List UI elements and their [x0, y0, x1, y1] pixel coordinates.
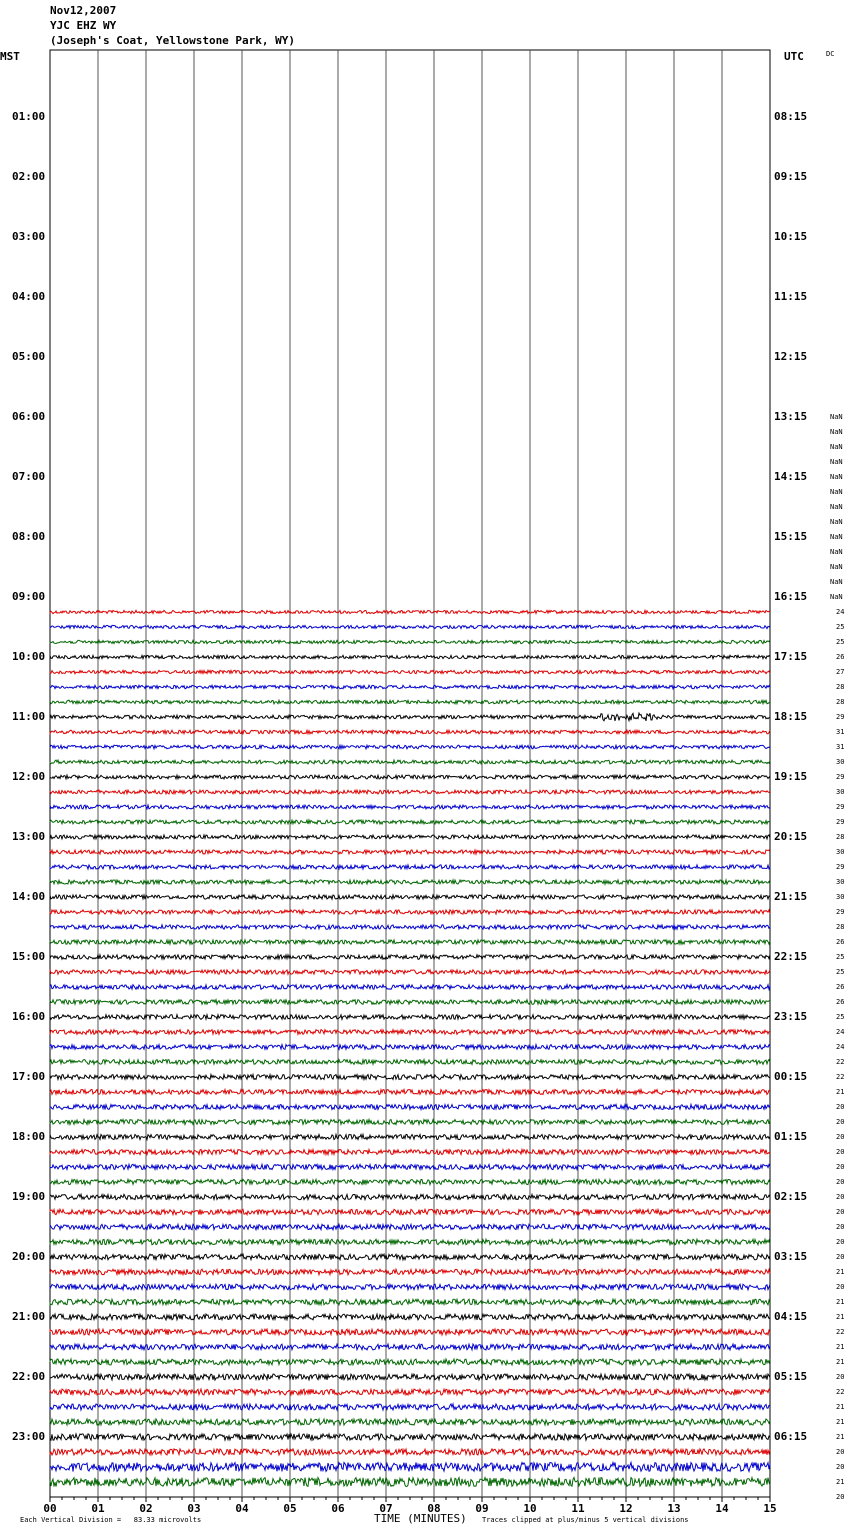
right-hour-label: 01:15 [774, 1130, 808, 1143]
x-tick-label: 07 [379, 1502, 393, 1515]
row-value-label: 21 [836, 1418, 845, 1426]
x-tick-label: 12 [619, 1502, 633, 1515]
footer-clip-note: Traces clipped at plus/minus 5 vertical divisions [482, 1516, 689, 1524]
seismic-traces [50, 610, 770, 1486]
seismic-trace [50, 880, 770, 884]
nan-row-marker: NaN [830, 428, 843, 436]
row-value-label: 28 [836, 923, 845, 931]
right-hour-label: 02:15 [774, 1190, 808, 1203]
left-hour-label: 16:00 [12, 1010, 46, 1023]
seismic-trace [50, 1135, 770, 1140]
right-hour-label: 09:15 [774, 170, 808, 183]
seismic-trace [50, 1075, 770, 1080]
right-hour-label: 16:15 [774, 590, 808, 603]
row-value-label: 20 [836, 1133, 845, 1141]
seismic-trace [50, 1254, 770, 1260]
left-hour-label: 14:00 [12, 890, 46, 903]
row-value-label: 20 [836, 1373, 845, 1381]
row-value-label: 20 [836, 1493, 845, 1501]
nan-row-marker: NaN [830, 548, 843, 556]
right-hour-label: 10:15 [774, 230, 808, 243]
right-hour-label: 17:15 [774, 650, 808, 663]
row-value-label: 24 [836, 1043, 845, 1051]
seismic-trace [50, 700, 770, 704]
plot-frame [50, 50, 770, 1497]
row-value-label: 21 [836, 1268, 845, 1276]
row-value-label: 20 [836, 1178, 845, 1186]
seismic-trace [50, 1314, 770, 1320]
seismic-trace [50, 1329, 770, 1335]
nan-row-marker: NaN [830, 458, 843, 466]
row-value-label: 20 [836, 1208, 845, 1216]
left-hour-label: 02:00 [12, 170, 46, 183]
seismic-trace [50, 1179, 770, 1184]
row-value-label: 30 [836, 878, 845, 886]
x-tick-label: 13 [667, 1502, 681, 1515]
left-hour-label: 21:00 [12, 1310, 46, 1323]
row-value-label: 31 [836, 728, 845, 736]
seismic-trace [50, 940, 770, 944]
right-hour-label: 12:15 [774, 350, 808, 363]
row-value-label: 28 [836, 683, 845, 691]
left-hour-label: 12:00 [12, 770, 46, 783]
right-hour-label: 18:15 [774, 710, 808, 723]
right-hour-label: 13:15 [774, 410, 808, 423]
left-hour-label: 03:00 [12, 230, 46, 243]
seismic-trace [50, 1419, 770, 1425]
x-tick-label: 15 [763, 1502, 777, 1515]
seismic-trace [50, 1194, 770, 1199]
seismic-trace [50, 640, 770, 643]
right-hour-label: 20:15 [774, 830, 808, 843]
seismic-trace [50, 1045, 770, 1050]
seismic-trace [50, 895, 770, 899]
nan-row-marker: NaN [830, 503, 843, 511]
right-hour-label: 15:15 [774, 530, 808, 543]
seismic-trace [50, 670, 770, 673]
footer-scale-note: Each Vertical Division = 83.33 microvolts [20, 1516, 202, 1524]
row-value-label: 20 [836, 1163, 845, 1171]
row-value-label: 21 [836, 1403, 845, 1411]
row-value-label: 29 [836, 803, 845, 811]
x-tick-label: 04 [235, 1502, 249, 1515]
row-value-label: 30 [836, 758, 845, 766]
right-hour-label: 23:15 [774, 1010, 808, 1023]
row-value-label: 21 [836, 1478, 845, 1486]
right-hour-label: 03:15 [774, 1250, 808, 1263]
row-value-label: 21 [836, 1298, 845, 1306]
seismic-trace [50, 1239, 770, 1244]
row-value-label: 28 [836, 833, 845, 841]
x-tick-label: 10 [523, 1502, 537, 1515]
seismic-trace [50, 1030, 770, 1035]
x-tick-label: 00 [43, 1502, 57, 1515]
left-hour-label: 11:00 [12, 710, 46, 723]
row-value-label: 20 [836, 1223, 845, 1231]
row-value-label: 22 [836, 1388, 845, 1396]
x-tick-label: 06 [331, 1502, 345, 1515]
seismic-trace [50, 775, 770, 779]
seismic-trace [50, 1344, 770, 1350]
nan-row-marker: NaN [830, 578, 843, 586]
seismic-trace [50, 1000, 770, 1005]
row-value-label: 29 [836, 773, 845, 781]
seismic-trace [50, 1224, 770, 1229]
row-value-label: 26 [836, 653, 845, 661]
row-value-label: 22 [836, 1073, 845, 1081]
row-value-label: 21 [836, 1433, 845, 1441]
row-value-label: 20 [836, 1463, 845, 1471]
row-value-label: 29 [836, 908, 845, 916]
seismic-trace [50, 655, 770, 658]
row-value-label: 22 [836, 1328, 845, 1336]
left-hour-label: 08:00 [12, 530, 46, 543]
right-hour-label: 21:15 [774, 890, 808, 903]
x-tick-label: 14 [715, 1502, 729, 1515]
row-value-label: 26 [836, 998, 845, 1006]
seismic-trace [50, 850, 770, 854]
left-hour-label: 04:00 [12, 290, 46, 303]
row-value-label: 24 [836, 608, 845, 616]
seismic-trace [50, 1164, 770, 1169]
row-value-label: 24 [836, 1028, 845, 1036]
x-tick-label: 05 [283, 1502, 297, 1515]
left-hour-label: 06:00 [12, 410, 46, 423]
right-hour-label: 19:15 [774, 770, 808, 783]
left-hour-label: 20:00 [12, 1250, 46, 1263]
seismic-trace [50, 835, 770, 839]
nan-row-marker: NaN [830, 533, 843, 541]
station-location: (Joseph's Coat, Yellowstone Park, WY) [50, 34, 296, 47]
left-hour-label: 23:00 [12, 1430, 46, 1443]
row-value-label: 30 [836, 788, 845, 796]
x-tick-label: 08 [427, 1502, 441, 1515]
row-value-label: 29 [836, 713, 845, 721]
row-value-label: 20 [836, 1103, 845, 1111]
seismic-trace [50, 1105, 770, 1110]
seismic-trace [50, 1269, 770, 1275]
right-hour-label: 05:15 [774, 1370, 808, 1383]
seismic-trace [50, 910, 770, 914]
seismic-trace [50, 1404, 770, 1410]
seismic-trace [50, 713, 770, 721]
left-hour-label: 05:00 [12, 350, 46, 363]
plot-date: Nov12,2007 [50, 4, 117, 17]
left-hour-label: 01:00 [12, 110, 46, 123]
row-value-label: 29 [836, 863, 845, 871]
seismic-trace [50, 1209, 770, 1214]
nan-row-marker: NaN [830, 443, 843, 451]
row-value-label: 21 [836, 1358, 845, 1366]
seismic-trace [50, 970, 770, 975]
seismic-trace [50, 1478, 770, 1487]
row-value-label: 26 [836, 938, 845, 946]
seismic-trace [50, 760, 770, 764]
seismic-trace [50, 805, 770, 809]
seismic-trace [50, 610, 770, 613]
row-value-label: 20 [836, 1193, 845, 1201]
nan-row-marker: NaN [830, 413, 843, 421]
right-hour-label: 08:15 [774, 110, 808, 123]
row-value-label: 20 [836, 1253, 845, 1261]
right-hour-label: 11:15 [774, 290, 808, 303]
nan-row-marker: NaN [830, 488, 843, 496]
left-hour-label: 17:00 [12, 1070, 46, 1083]
row-value-label: 20 [836, 1118, 845, 1126]
seismic-trace [50, 745, 770, 749]
left-hour-label: 19:00 [12, 1190, 46, 1203]
nan-row-marker: NaN [830, 473, 843, 481]
x-tick-label: 01 [91, 1502, 105, 1515]
row-value-label: 21 [836, 1343, 845, 1351]
row-value-label: 29 [836, 818, 845, 826]
left-hour-label: 13:00 [12, 830, 46, 843]
x-axis-title: TIME (MINUTES) [374, 1512, 467, 1525]
row-value-label: 21 [836, 1313, 845, 1321]
seismic-trace [50, 1299, 770, 1305]
row-value-label: 31 [836, 743, 845, 751]
seismic-trace [50, 820, 770, 824]
right-hour-label: 06:15 [774, 1430, 808, 1443]
right-hour-label: 00:15 [774, 1070, 808, 1083]
row-value-label: 20 [836, 1283, 845, 1291]
x-tick-label: 09 [475, 1502, 489, 1515]
dc-label: DC [826, 50, 835, 58]
seismic-trace [50, 985, 770, 990]
seismic-trace [50, 1120, 770, 1125]
left-hour-label: 10:00 [12, 650, 46, 663]
seismic-trace [50, 730, 770, 734]
minute-grid [50, 50, 770, 1497]
seismic-trace [50, 1434, 770, 1440]
right-hour-label: 04:15 [774, 1310, 808, 1323]
seismic-trace [50, 1149, 770, 1154]
seismic-trace [50, 1015, 770, 1020]
seismic-trace [50, 1463, 770, 1472]
nan-row-marker: NaN [830, 518, 843, 526]
row-value-label: 20 [836, 1148, 845, 1156]
seismic-trace [50, 1060, 770, 1065]
seismic-trace [50, 625, 770, 628]
seismic-trace [50, 1389, 770, 1395]
row-value-label: 21 [836, 1088, 845, 1096]
station-code: YJC EHZ WY [50, 19, 117, 32]
seismic-trace [50, 1359, 770, 1365]
row-value-label: 22 [836, 1058, 845, 1066]
seismic-trace [50, 925, 770, 929]
seismic-trace [50, 685, 770, 688]
left-hour-label: 15:00 [12, 950, 46, 963]
row-value-label: 25 [836, 638, 845, 646]
seismic-trace [50, 1374, 770, 1380]
left-hour-label: 22:00 [12, 1370, 46, 1383]
row-value-label: 30 [836, 893, 845, 901]
left-hour-label: 07:00 [12, 470, 46, 483]
row-value-label: 30 [836, 848, 845, 856]
right-hour-label: 22:15 [774, 950, 808, 963]
row-value-label: 25 [836, 623, 845, 631]
x-tick-label: 02 [139, 1502, 153, 1515]
row-value-label: 25 [836, 968, 845, 976]
seismic-trace [50, 1449, 770, 1455]
row-value-label: 20 [836, 1448, 845, 1456]
x-tick-label: 03 [187, 1502, 201, 1515]
seismic-trace [50, 790, 770, 794]
row-value-label: 28 [836, 698, 845, 706]
left-hour-label: 18:00 [12, 1130, 46, 1143]
row-value-label: 27 [836, 668, 845, 676]
seismic-trace [50, 1284, 770, 1290]
seismic-trace [50, 865, 770, 869]
seismic-trace [50, 955, 770, 959]
right-timezone-label: UTC [784, 50, 804, 63]
row-value-label: 25 [836, 953, 845, 961]
nan-row-marker: NaN [830, 593, 843, 601]
row-value-label: 20 [836, 1238, 845, 1246]
left-timezone-label: MST [0, 50, 20, 63]
left-hour-label: 09:00 [12, 590, 46, 603]
nan-row-marker: NaN [830, 563, 843, 571]
right-hour-label: 14:15 [774, 470, 808, 483]
seismic-trace [50, 1090, 770, 1095]
row-value-label: 26 [836, 983, 845, 991]
row-value-label: 25 [836, 1013, 845, 1021]
x-tick-label: 11 [571, 1502, 585, 1515]
